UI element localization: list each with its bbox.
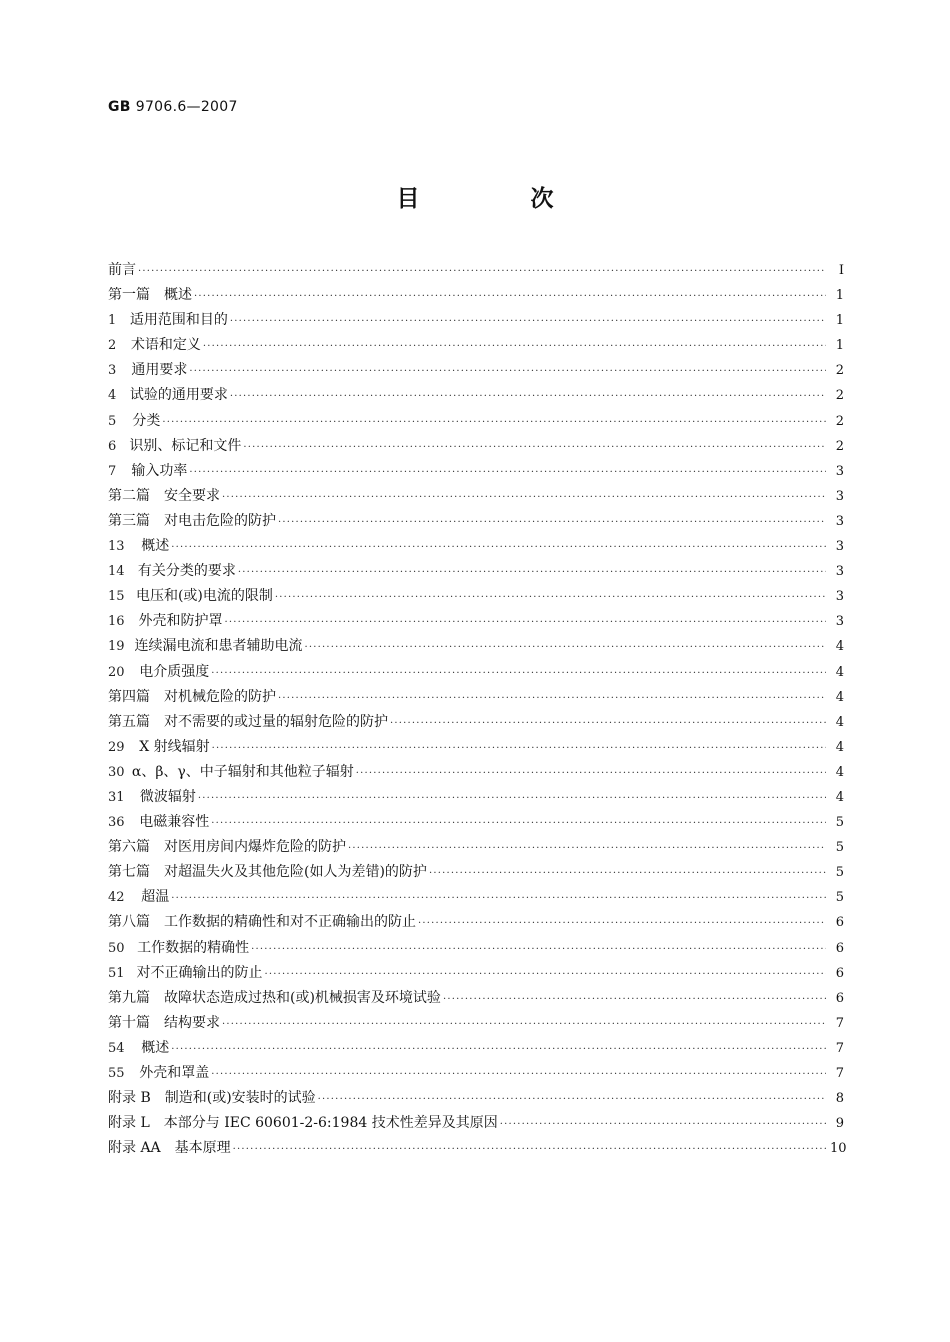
toc-entry[interactable] [108, 736, 844, 761]
toc-entry-title: 微波辐射 [139, 788, 196, 805]
toc-entry-page: 3 [835, 513, 844, 529]
toc-entry[interactable] [108, 334, 844, 359]
toc-entry-page: 4 [835, 689, 844, 705]
toc-entry-page: 5 [835, 840, 844, 856]
toc-dot-leader [318, 1094, 826, 1105]
toc-entry-page: 6 [835, 940, 844, 956]
toc-entry-title: 附录 B 制造和(或)安装时的试验 [108, 1090, 316, 1107]
toc-entry-title: 工作数据的精确性 [137, 939, 250, 956]
toc-entry-page: 6 [835, 915, 844, 931]
toc-entry-page: 3 [835, 463, 844, 479]
toc-dot-leader [230, 316, 826, 327]
toc-entry[interactable] [108, 635, 844, 660]
toc-entry-page: 2 [835, 388, 844, 404]
toc-entry[interactable] [108, 284, 844, 309]
toc-dot-leader [265, 969, 827, 980]
toc-entry-page: 4 [835, 639, 844, 655]
toc-entry-title: 第四篇 对机械危险的防护 [108, 688, 276, 705]
toc-entry[interactable] [108, 861, 844, 886]
toc-entry[interactable] [108, 1112, 844, 1137]
toc-entry-title: 概述 [141, 538, 170, 555]
toc-entry-number: 4 [108, 388, 117, 404]
toc-entry-number: 42 [108, 890, 125, 906]
toc-entry-title: 第五篇 对不需要的或过量的辐射危险的防护 [108, 713, 388, 730]
toc-entry[interactable] [108, 886, 844, 911]
toc-entry-number: 29 [108, 739, 125, 755]
toc-entry-title: 附录 L 本部分与 IEC 60601-2-6:1984 技术性差异及其原因 [108, 1115, 498, 1132]
toc-entry-number: 51 [108, 965, 125, 981]
toc-entry[interactable] [108, 836, 844, 861]
toc-dot-leader [418, 918, 826, 929]
toc-entry-page: 3 [835, 614, 844, 630]
toc-dot-leader [243, 442, 826, 453]
toc-entry[interactable] [108, 384, 844, 409]
toc-entry-title: 电压和(或)电流的限制 [135, 588, 273, 605]
toc-entry-title: 第一篇 概述 [108, 287, 192, 304]
toc-entry-page: 4 [835, 739, 844, 755]
toc-dot-leader [348, 843, 826, 854]
toc-entry-page: 2 [835, 363, 844, 379]
toc-entry-number: 36 [108, 815, 125, 831]
toc-dot-leader [222, 492, 826, 503]
toc-entry[interactable] [108, 786, 844, 811]
toc-entry[interactable] [108, 661, 844, 686]
toc-entry-page: 6 [835, 990, 844, 1006]
toc-entry-page: 2 [835, 438, 844, 454]
toc-list [108, 259, 847, 1162]
toc-entry-title: 适用范围和目的 [129, 312, 228, 329]
toc-dot-leader [500, 1119, 826, 1130]
toc-entry[interactable] [108, 309, 844, 334]
toc-entry-page: 1 [835, 338, 844, 354]
toc-entry[interactable] [108, 1037, 844, 1062]
toc-entry-page: 5 [835, 865, 844, 881]
toc-entry-title: 第十篇 结构要求 [108, 1014, 220, 1031]
toc-entry-number: 6 [108, 438, 117, 454]
toc-dot-leader [251, 944, 826, 955]
toc-entry-number: 31 [108, 789, 125, 805]
toc-entry-title: 外壳和罩盖 [139, 1065, 210, 1081]
toc-entry-title: α、β、γ、中子辐射和其他粒子辐射 [131, 763, 354, 780]
toc-entry[interactable] [108, 761, 844, 786]
toc-entry-page: 4 [835, 664, 844, 680]
toc-entry[interactable] [108, 585, 844, 610]
toc-entry-title: 第九篇 故障状态造成过热和(或)机械损害及环境试验 [108, 989, 441, 1006]
toc-entry[interactable] [108, 1062, 844, 1087]
toc-entry-page: 7 [835, 1040, 844, 1056]
toc-entry-title: 试验的通用要求 [129, 387, 228, 404]
toc-dot-leader [233, 1144, 826, 1155]
toc-entry-title: X 射线辐射 [139, 738, 210, 755]
toc-entry-title: 概述 [141, 1039, 170, 1056]
toc-entry-page: 3 [835, 589, 844, 605]
toc-dot-leader [356, 768, 826, 779]
toc-entry-number: 15 [108, 589, 125, 605]
toc-entry-title: 第七篇 对超温失火及其他危险(如人为差错)的防护 [108, 864, 427, 881]
toc-dot-leader [278, 693, 826, 704]
toc-entry[interactable] [108, 811, 844, 836]
toc-entry-title: 电介质强度 [139, 663, 210, 680]
toc-entry[interactable] [108, 962, 844, 987]
toc-entry-number: 1 [108, 313, 117, 329]
toc-dot-leader [171, 1044, 826, 1055]
toc-entry-title: 识别、标记和文件 [129, 437, 242, 454]
toc-dot-leader [238, 567, 826, 578]
toc-entry-page: 3 [835, 564, 844, 580]
standard-number: 9706.6—2007 [135, 99, 238, 115]
toc-dot-leader [443, 994, 826, 1005]
toc-dot-leader [212, 743, 826, 754]
toc-entry[interactable] [108, 686, 844, 711]
toc-entry-title: 通用要求 [131, 362, 188, 379]
toc-dot-leader [304, 642, 826, 653]
toc-entry[interactable] [108, 259, 844, 284]
toc-entry-page: 5 [835, 890, 844, 906]
toc-dot-leader [225, 617, 826, 628]
toc-entry[interactable] [108, 1012, 844, 1037]
toc-entry[interactable] [108, 711, 844, 736]
toc-entry-title: 有关分类的要求 [137, 563, 236, 580]
toc-entry-page: 2 [835, 413, 844, 429]
toc-entry-page: 10 [830, 1141, 847, 1157]
toc-dot-leader [194, 291, 826, 302]
toc-entry-page: 1 [835, 313, 844, 329]
toc-entry-page: 4 [835, 714, 844, 730]
toc-dot-leader [189, 366, 826, 377]
toc-entry-number: 30 [108, 764, 125, 780]
toc-entry-page: 9 [835, 1116, 844, 1132]
toc-dot-leader [429, 868, 826, 879]
toc-entry-page: 4 [835, 789, 844, 805]
toc-title: 目 次 [396, 186, 598, 212]
toc-entry-page: 1 [835, 288, 844, 304]
toc-dot-leader [198, 793, 826, 804]
toc-entry-page: 3 [835, 488, 844, 504]
toc-entry[interactable] [108, 535, 844, 560]
toc-entry-title: 输入功率 [131, 462, 188, 479]
toc-dot-leader [171, 542, 826, 553]
toc-entry-number: 16 [108, 614, 125, 630]
toc-dot-leader [275, 592, 826, 603]
toc-entry[interactable] [108, 435, 844, 460]
toc-entry-number: 19 [108, 639, 125, 655]
toc-entry-page: 8 [835, 1091, 844, 1107]
toc-entry[interactable] [108, 1087, 844, 1112]
toc-entry[interactable] [108, 359, 844, 384]
toc-entry-number: 13 [108, 539, 125, 555]
toc-entry-number: 5 [108, 413, 117, 429]
toc-entry-page: 4 [835, 764, 844, 780]
toc-entry-title: 分类 [132, 412, 161, 429]
toc-dot-leader [390, 718, 826, 729]
toc-dot-leader [171, 893, 826, 904]
toc-dot-leader [278, 517, 826, 528]
toc-entry-title: 外壳和防护罩 [138, 613, 223, 630]
toc-entry-title: 前言 [108, 262, 136, 278]
toc-entry-page: 3 [835, 539, 844, 555]
toc-entry[interactable] [108, 1137, 847, 1162]
toc-entry-title: 第六篇 对医用房间内爆炸危险的防护 [108, 839, 346, 856]
standard-code [108, 99, 238, 115]
toc-entry-page: 5 [835, 815, 844, 831]
toc-entry-number: 2 [108, 338, 117, 354]
toc-entry-page: Ⅰ [838, 263, 844, 278]
standard-prefix: GB [108, 99, 131, 115]
toc-dot-leader [211, 818, 826, 829]
toc-dot-leader [222, 1019, 826, 1030]
toc-entry-title: 第二篇 安全要求 [108, 487, 220, 504]
toc-entry-title: 第三篇 对电击危险的防护 [108, 512, 276, 529]
toc-entry-title: 术语和定义 [130, 337, 201, 354]
toc-entry[interactable] [108, 485, 844, 510]
toc-entry[interactable] [108, 610, 844, 635]
toc-entry-title: 超温 [141, 889, 170, 906]
toc-entry[interactable] [108, 987, 844, 1012]
toc-dot-leader [162, 417, 826, 428]
toc-entry[interactable] [108, 460, 844, 485]
toc-entry[interactable] [108, 911, 844, 936]
toc-entry[interactable] [108, 937, 844, 962]
toc-dot-leader [189, 467, 826, 478]
toc-entry-number: 3 [108, 363, 117, 379]
toc-dot-leader [230, 391, 826, 402]
toc-entry[interactable] [108, 560, 844, 585]
toc-entry-title: 第八篇 工作数据的精确性和对不正确输出的防止 [108, 914, 416, 931]
toc-entry-title: 连续漏电流和患者辅助电流 [134, 638, 303, 655]
toc-entry-number: 7 [108, 463, 117, 479]
toc-entry[interactable] [108, 510, 844, 535]
toc-entry-title: 附录 AA 基本原理 [108, 1140, 231, 1157]
toc-entry-number: 54 [108, 1040, 125, 1056]
toc-dot-leader [138, 266, 826, 277]
toc-entry-number: 55 [108, 1066, 125, 1081]
toc-dot-leader [211, 668, 826, 679]
toc-entry-number: 20 [108, 664, 125, 680]
toc-dot-leader [211, 1069, 826, 1080]
toc-entry-title: 对不正确输出的防止 [136, 964, 263, 981]
toc-entry-page: 7 [835, 1066, 844, 1081]
toc-entry-number: 14 [108, 564, 125, 580]
toc-entry-number: 50 [108, 940, 125, 956]
toc-dot-leader [203, 341, 826, 352]
toc-entry-title: 电磁兼容性 [139, 814, 210, 831]
toc-entry-page: 7 [835, 1015, 844, 1031]
toc-entry-page: 6 [835, 965, 844, 981]
toc-entry[interactable] [108, 410, 844, 435]
